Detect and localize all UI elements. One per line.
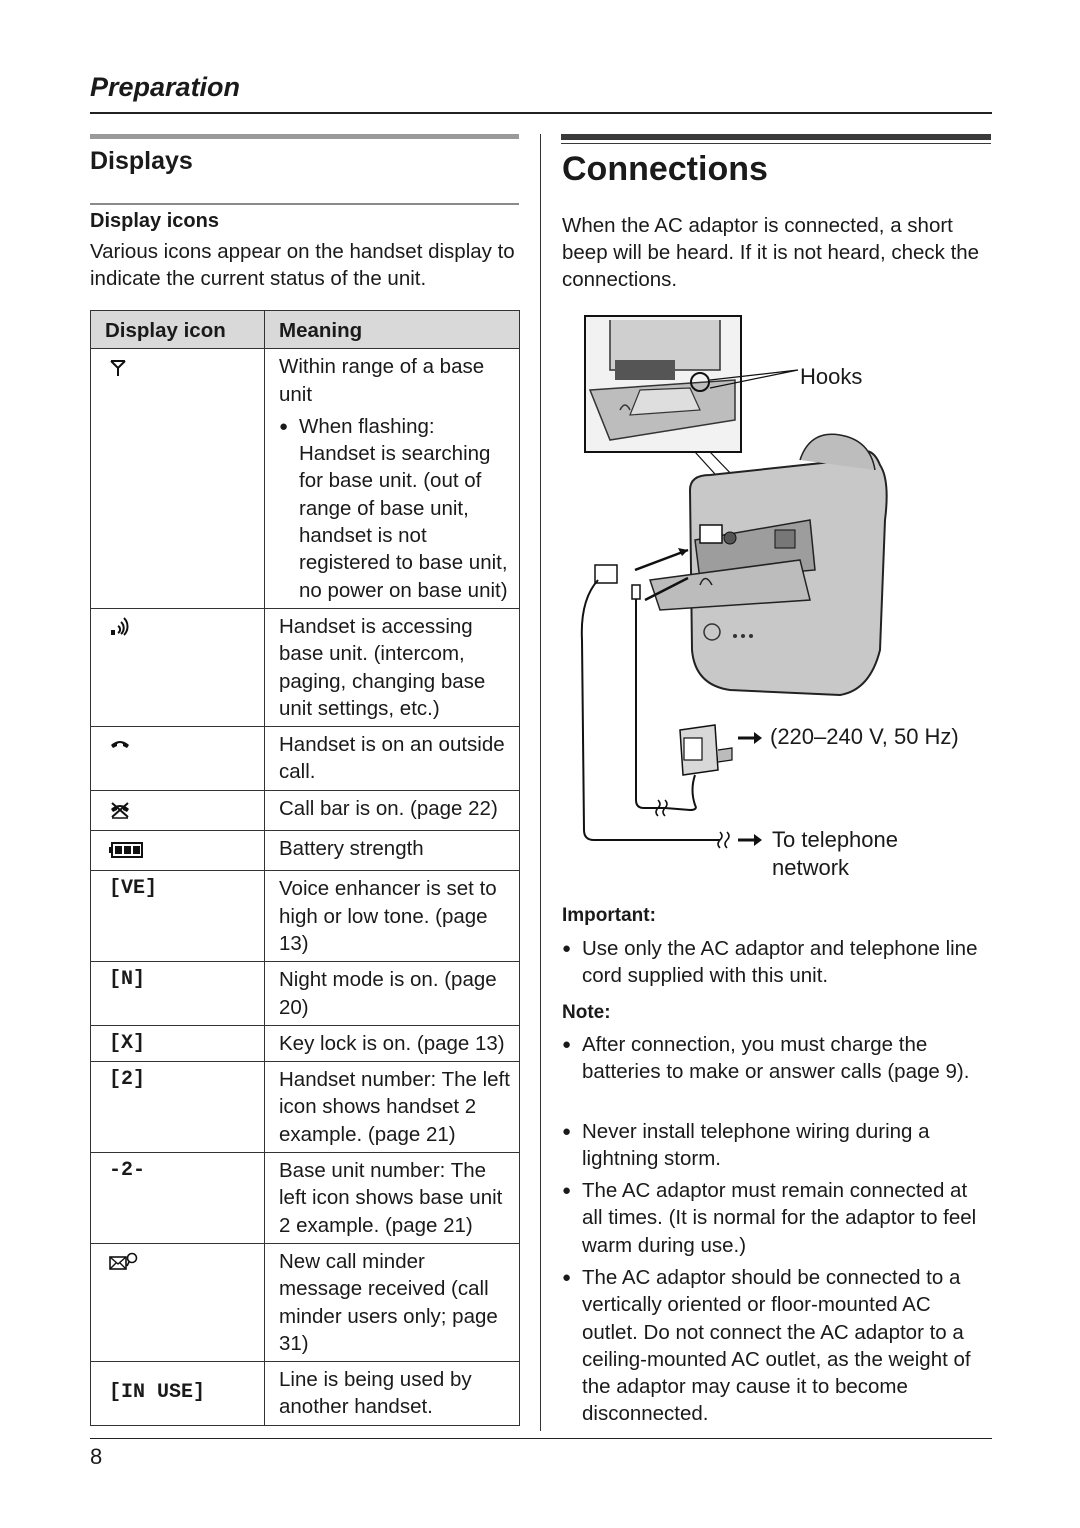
antenna-icon [109,357,127,384]
displays-title: Displays [90,147,193,175]
table-row [91,1153,520,1244]
power-label: (220–240 V, 50 Hz) [770,724,959,749]
table-row [91,727,520,791]
table-cell-meaning: Base unit number: The left icon shows base unit 2 example. (page 21) [265,1153,520,1244]
display-icons-intro: Various icons appear on the handset display to indicate the current status of the unit. [90,240,515,290]
connections-intro: When the AC adaptor is connected, a short beep will be heard. If it is not heard, check the connections. [562,214,980,291]
connections-top-line [561,143,991,144]
signal-waves-icon [109,617,131,644]
hooks-label: Hooks [800,364,863,389]
connections-title: Connections [562,150,768,188]
table-cell-code: [X] [91,1025,265,1061]
connection-diagram [570,310,990,890]
display-icons-table [90,310,520,1426]
envelope-message-icon [109,1252,139,1279]
header-rule [90,112,992,114]
table-cell-meaning: Night mode is on. (page 20) [265,962,520,1026]
table-row [91,962,520,1026]
call-bar-icon [109,799,131,826]
table-cell-meaning: Call bar is on. (page 22) [265,790,520,830]
battery-icon [109,839,145,866]
table-cell-meaning: Handset is on an outside call. [265,727,520,791]
table-header-icon: Display icon [91,311,265,349]
note-item: ● Never install telephone wiring during a lightning storm. [562,1118,990,1173]
table-row [91,1062,520,1153]
table-cell-meaning: Handset is accessing base unit. (intercom, paging, changing base unit settings, etc.) [265,608,520,726]
section-header: Preparation [90,72,241,102]
note-item: ● The AC adaptor should be connected to a vertically oriented or floor-mounted AC outlet. Do not connect the AC adaptor to a ceiling-mounted AC outlet, as the weight of the adaptor may cause it to become disconnected. [562,1264,990,1428]
table-row [91,831,520,871]
phone-handset-icon [109,735,131,762]
table-row [91,1025,520,1061]
table-row [91,790,520,830]
table-cell-bullet: ● When flashing: Handset is searching for base unit. (out of range of base unit, handset is not registered to base unit, no power on base unit) [279,413,513,604]
table-header-meaning: Meaning [265,311,520,349]
table-row [91,1362,520,1426]
table-cell-meaning: Key lock is on. (page 13) [265,1025,520,1061]
table-cell-meaning: New call minder message received (call minder users only; page 31) [265,1243,520,1361]
table-cell-meaning: Line is being used by another handset. [265,1362,520,1426]
table-row [91,608,520,726]
table-cell-meaning: Within range of a base unit [279,355,485,406]
table-cell-meaning: Voice enhancer is set to high or low tone. (page 13) [265,871,520,962]
displays-rule [90,203,519,205]
important-item: ● Use only the AC adaptor and telephone line cord supplied with this unit. [562,935,990,990]
page-number: 8 [90,1444,103,1469]
table-cell-code: [N] [91,962,265,1026]
table-row [91,349,520,609]
note-item: ● The AC adaptor must remain connected at all times. (It is normal for the adaptor to feel warm during use.) [562,1177,990,1259]
table-header-row [91,311,520,349]
note-item: ● After connection, you must charge the batteries to make or answer calls (page 9). [562,1031,990,1086]
table-row [91,871,520,962]
displays-top-bar [90,134,519,139]
column-divider [540,134,541,1431]
telephone-network-label: To telephone network [772,827,898,880]
important-heading: Important: [562,905,656,926]
connections-top-bar [561,134,991,140]
table-cell-meaning: Handset number: The left icon shows handset 2 example. (page 21) [265,1062,520,1153]
table-cell-code: -2- [91,1153,265,1244]
table-cell-code: [VE] [91,871,265,962]
footer-rule [90,1438,992,1439]
table-cell-code: [IN USE] [91,1362,265,1426]
note-heading: Note: [562,1002,611,1023]
table-cell-code: [2] [91,1062,265,1153]
table-cell-meaning: Battery strength [265,831,520,871]
display-icons-heading: Display icons [90,210,219,232]
table-row [91,1243,520,1361]
